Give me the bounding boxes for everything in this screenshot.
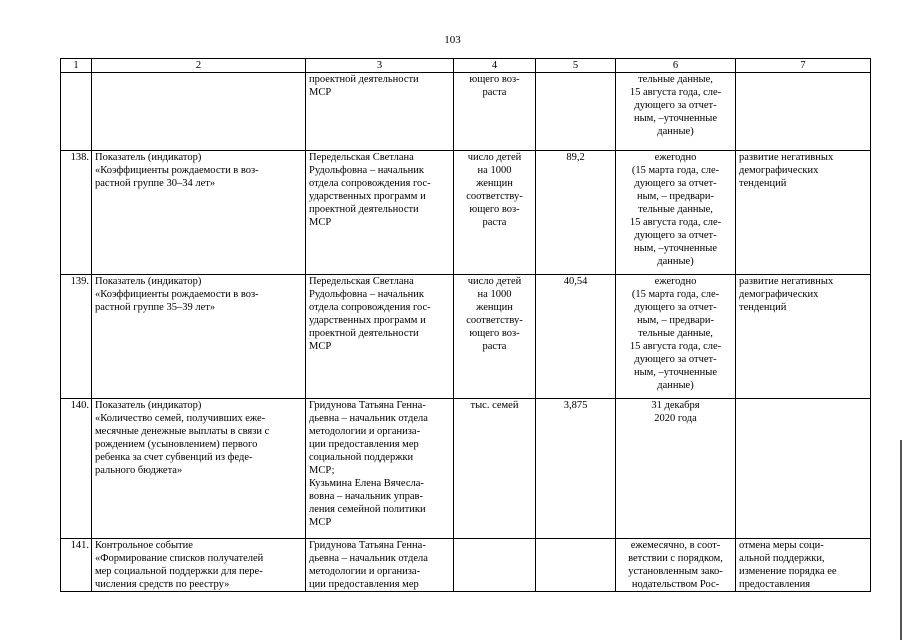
row-number: 139. [61,275,92,399]
cell-line: Кузьмина Елена Вячесла- [309,478,424,489]
unit-of-measure [454,151,536,275]
cell-line: (15 марта года, сле- [631,289,720,300]
cell-line: раста [482,87,507,98]
cell-line: на 1000 [477,289,512,300]
cell-line: МСР [309,87,332,98]
indicator-description [92,399,306,539]
cell-line: тенденций [739,178,787,189]
cell-line: дующего за отчет- [634,178,717,189]
unit-of-measure [454,275,536,399]
cell-line: проектной деятельности [309,74,419,85]
col-header-7: 7 [736,59,871,73]
cell-line: тельные данные, [638,74,713,85]
cell-line: дующего за отчет- [634,100,717,111]
cell-line: социальной поддержки [309,452,414,463]
responsible-person [306,73,454,151]
risk-description [736,151,871,275]
cell-line: демографических [739,165,819,176]
responsible-person [306,151,454,275]
cell-line: отдела сопровождения гос- [309,178,431,189]
cell-line: отмена меры соци- [739,540,824,551]
responsible-person [306,539,454,592]
deadline [616,539,736,592]
cell-line: вовна – начальник управ- [309,491,423,502]
cell-line: число детей [467,152,522,163]
risk-description [736,275,871,399]
risk-description [736,73,871,151]
deadline [616,73,736,151]
cell-line: мер социальной поддержки для пере- [95,566,263,577]
cell-line: ребенка за счет субвенций из феде- [95,452,253,463]
cell-line: данные) [657,126,694,137]
deadline [616,399,736,539]
cell-line: развитие негативных [739,276,834,287]
cell-line: Передельская Светлана [309,152,414,163]
cell-line: Передельская Светлана [309,276,414,287]
responsible-person [306,399,454,539]
cell-line: данные) [657,256,694,267]
cell-line: МСР [309,341,332,352]
value [536,539,616,592]
cell-line: тенденций [739,302,787,313]
cell-line: «Формирование списков получателей [95,553,264,564]
cell-line: дующего за отчет- [634,302,717,313]
cell-line: отдела сопровождения гос- [309,302,431,313]
cell-line: ным, – предвари- [636,191,715,202]
cell-line: ции предоставления мер [309,439,419,450]
cell-line: числения средств по реестру» [95,579,230,590]
table-row [61,73,871,151]
cell-line: изменение порядка ее [739,566,837,577]
row-number [61,73,92,151]
unit-of-measure [454,399,536,539]
cell-line: ным, – предвари- [636,315,715,326]
table-row [61,399,871,539]
cell-line: раста [482,341,507,352]
indicator-description [92,275,306,399]
cell-line: ежегодно [654,152,697,163]
risk-description [736,539,871,592]
cell-line: 15 августа года, сле- [629,217,722,228]
scan-edge-mark [900,440,902,640]
cell-line: 15 августа года, сле- [629,87,722,98]
col-header-2: 2 [92,59,306,73]
cell-line: развитие негативных [739,152,834,163]
cell-line: демографических [739,289,819,300]
cell-line: «Коэффициенты рождаемости в воз- [95,289,259,300]
cell-line: ежегодно [654,276,697,287]
cell-line: дьевна – начальник отдела [309,413,428,424]
cell-line: ветствии с порядком, [628,553,723,564]
cell-line: 2020 года [654,413,697,424]
value [536,73,616,151]
cell-line: растной группе 35–39 лет» [95,302,216,313]
cell-line: ным, –уточненные [633,113,717,124]
cell-line: ющего воз- [469,204,520,215]
cell-line: ударственных программ и [309,315,426,326]
col-header-4: 4 [454,59,536,73]
cell-line: Гридунова Татьяна Генна- [309,400,426,411]
table-row [61,151,871,275]
value: 89,2 [536,151,616,275]
cell-line: женщин [476,302,513,313]
cell-line: методологии и организа- [309,566,421,577]
cell-line: Рудольфовна – начальник [309,165,424,176]
row-number: 140. [61,399,92,539]
responsible-person [306,275,454,399]
cell-line: предоставления [739,579,811,590]
cell-line: на 1000 [477,165,512,176]
cell-line: дующего за отчет- [634,354,717,365]
cell-line: соответству- [466,315,523,326]
cell-line: Показатель (индикатор) [95,276,202,287]
cell-line: Показатель (индикатор) [95,152,202,163]
col-header-6: 6 [616,59,736,73]
row-number: 138. [61,151,92,275]
cell-line: женщин [476,178,513,189]
cell-line: МСР [309,217,332,228]
cell-line: Контрольное событие [95,540,193,551]
cell-line: растной группе 30–34 лет» [95,178,216,189]
cell-line: рального бюджета» [95,465,183,476]
value: 40,54 [536,275,616,399]
cell-line: соответству- [466,191,523,202]
table-row [61,539,871,592]
cell-line: методологии и организа- [309,426,421,437]
cell-line: число детей [467,276,522,287]
unit-of-measure [454,73,536,151]
cell-line: проектной деятельности [309,328,419,339]
deadline [616,275,736,399]
cell-line: ции предоставления мер [309,579,419,590]
deadline [616,151,736,275]
cell-line: тельные данные, [638,204,713,215]
cell-line: (15 марта года, сле- [631,165,720,176]
cell-line: тельные данные, [638,328,713,339]
cell-line: 15 августа года, сле- [629,341,722,352]
cell-line: ным, –уточненные [633,243,717,254]
cell-line: Гридунова Татьяна Генна- [309,540,426,551]
cell-line: установленным зако- [628,566,723,577]
cell-line: месячные денежные выплаты в связи с [95,426,270,437]
row-number: 141. [61,539,92,592]
cell-line: ления семейной политики [309,504,426,515]
cell-line: проектной деятельности [309,204,419,215]
indicator-description [92,73,306,151]
table-row [61,275,871,399]
document-table [60,58,871,592]
cell-line: МСР; [309,465,335,476]
cell-line: «Количество семей, получивших еже- [95,413,266,424]
value: 3,875 [536,399,616,539]
col-header-1: 1 [61,59,92,73]
cell-line: ным, –уточненные [633,367,717,378]
cell-line: дьевна – начальник отдела [309,553,428,564]
cell-line: данные) [657,380,694,391]
cell-line: ющего воз- [469,74,520,85]
cell-line: ударственных программ и [309,191,426,202]
indicator-description [92,151,306,275]
cell-line: «Коэффициенты рождаемости в воз- [95,165,259,176]
cell-line: дующего за отчет- [634,230,717,241]
cell-line: 31 декабря [651,400,700,411]
cell-line: рождением (усыновлением) первого [95,439,258,450]
cell-line: Рудольфовна – начальник [309,289,424,300]
col-header-3: 3 [306,59,454,73]
risk-description [736,399,871,539]
cell-line: нодательством Рос- [631,579,720,590]
unit-of-measure [454,539,536,592]
cell-line: тыс. семей [470,400,519,411]
cell-line: раста [482,217,507,228]
cell-line: ющего воз- [469,328,520,339]
indicator-description [92,539,306,592]
col-header-5: 5 [536,59,616,73]
header-row [61,59,871,73]
cell-line: ежемесячно, в соот- [630,540,721,551]
cell-line: Показатель (индикатор) [95,400,202,411]
cell-line: МСР [309,517,332,528]
cell-line: альной поддержки, [739,553,825,564]
page-number: 103 [444,34,461,46]
